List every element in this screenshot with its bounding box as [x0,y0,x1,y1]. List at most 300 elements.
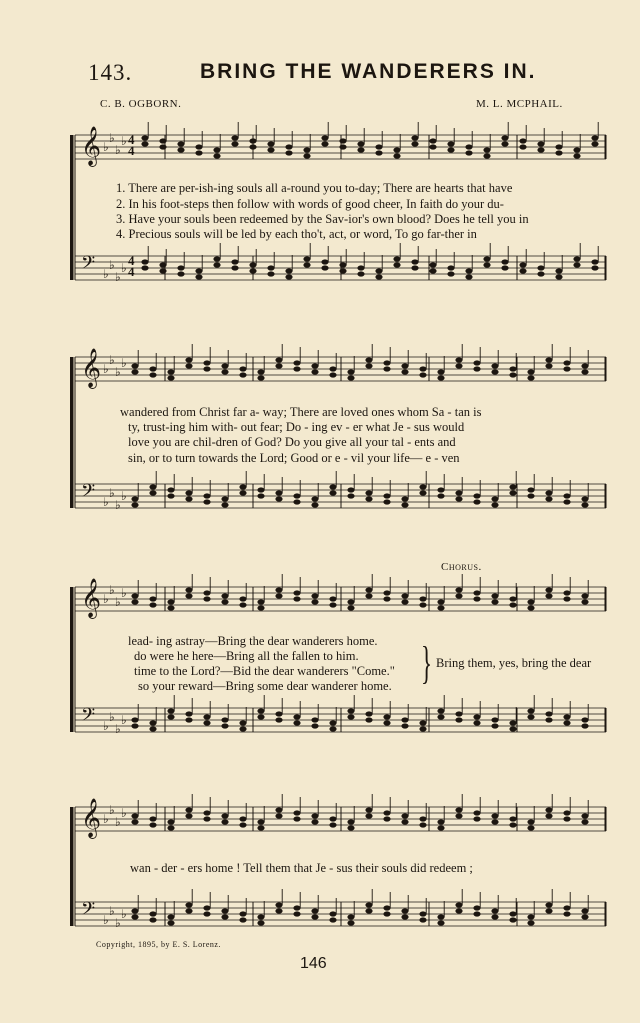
note-head [267,147,274,152]
note-head [437,487,444,492]
note-head [383,810,390,815]
note-head [347,920,354,925]
note-head [473,714,480,719]
note-head [339,138,346,143]
note-head [329,822,336,827]
note-head [509,726,516,731]
note-head [275,902,282,907]
note-head [177,265,184,270]
note-head [491,363,498,368]
note-head [491,496,498,501]
note-head [329,602,336,607]
time-signature-treble: 4 [128,143,135,158]
note-head [149,822,156,827]
note-head [563,360,570,365]
note-head [185,593,192,598]
note-head [573,256,580,261]
note-head [563,816,570,821]
note-head [509,822,516,827]
note-head [221,819,228,824]
note-head [419,816,426,821]
note-head [213,153,220,158]
note-head [267,265,274,270]
flat-icon: ♭ [121,489,127,503]
note-head [581,819,588,824]
note-head [555,274,562,279]
note-head [527,920,534,925]
note-head [365,908,372,913]
note-head [491,593,498,598]
note-head [239,484,246,489]
note-head [221,496,228,501]
note-head [563,493,570,498]
lyric-line-s1-v4: 4. Precious souls will be led by each tho't, act, or word, To go far-ther in [116,227,477,241]
note-head [437,369,444,374]
note-head [149,726,156,731]
system-bracket [70,357,74,508]
note-head [365,357,372,362]
note-head [329,911,336,916]
note-head [141,259,148,264]
note-head [149,816,156,821]
note-head [419,720,426,725]
note-head [131,496,138,501]
note-head [591,259,598,264]
note-head [167,914,174,919]
note-head [203,366,210,371]
system-bracket [70,807,74,926]
note-head [303,256,310,261]
note-head [411,265,418,270]
lyric-line-s3-v3: time to the Lord?—Bid the dear wanderers "Come." [134,664,395,678]
note-head [149,372,156,377]
note-head [455,717,462,722]
note-head [257,920,264,925]
note-head [329,366,336,371]
lyric-line-s2-v2: ty, trust-ing him with- out fear; Do - ing ev - er what Je - sus would [128,420,465,434]
note-head [537,271,544,276]
note-head [293,493,300,498]
time-signature-treble: 4 [128,132,135,147]
note-head [203,360,210,365]
note-head [239,602,246,607]
note-head [437,714,444,719]
note-head [383,911,390,916]
note-head [365,587,372,592]
lyric-line-s2-v3: love you are chil-dren of God? Do you give all your tal - ents and [128,435,456,449]
note-head [357,147,364,152]
note-head [213,147,220,152]
note-head [347,375,354,380]
note-head [203,911,210,916]
note-head [311,599,318,604]
lyric-line-s3-v1: lead- ing astray—Bring the dear wanderers home. [128,634,378,648]
note-head [231,259,238,264]
note-head [293,596,300,601]
note-head [393,153,400,158]
note-head [527,493,534,498]
note-head [159,262,166,267]
flat-icon: ♭ [109,803,115,817]
note-head [203,590,210,595]
note-head [491,819,498,824]
note-head [141,141,148,146]
note-head [473,366,480,371]
note-head [527,605,534,610]
note-head [365,363,372,368]
time-signature-bass: 4 [128,264,135,279]
note-head [465,150,472,155]
note-head [195,268,202,273]
note-head [221,599,228,604]
note-head [545,813,552,818]
note-head [375,144,382,149]
flat-icon: ♭ [109,258,115,272]
author-credit: C. B. OGBORN. [100,98,182,110]
note-head [491,599,498,604]
note-head [483,153,490,158]
note-head [455,363,462,368]
note-head [149,596,156,601]
note-head [519,138,526,143]
note-head [509,596,516,601]
flat-icon: ♭ [115,722,121,736]
note-head [455,711,462,716]
note-head [131,813,138,818]
flat-icon: ♭ [103,495,109,509]
note-head [509,484,516,489]
note-head [419,372,426,377]
note-head [293,714,300,719]
flat-icon: ♭ [121,586,127,600]
note-head [167,819,174,824]
flat-icon: ♭ [121,806,127,820]
note-head [131,819,138,824]
flat-icon: ♭ [109,131,115,145]
note-head [419,490,426,495]
flat-icon: ♭ [115,143,121,157]
note-head [473,816,480,821]
note-head [473,499,480,504]
note-head [303,147,310,152]
lyric-line-s3-v4: so your reward—Bring some dear wanderer home. [138,679,392,693]
note-head [429,268,436,273]
note-head [455,496,462,501]
note-head [357,271,364,276]
note-head [545,908,552,913]
note-head [293,366,300,371]
note-head [393,256,400,261]
note-head [581,363,588,368]
note-head [401,599,408,604]
note-head [177,147,184,152]
note-head [437,825,444,830]
note-head [581,593,588,598]
note-head [275,717,282,722]
note-head [555,268,562,273]
note-head [159,144,166,149]
lyric-line-s2-v1: wandered from Christ far a- way; There are loved ones whom Sa - tan is [120,405,482,419]
note-head [239,911,246,916]
note-head [573,262,580,267]
flat-icon: ♭ [121,261,127,275]
note-head [483,262,490,267]
flat-icon: ♭ [115,595,121,609]
note-head [401,593,408,598]
note-head [581,496,588,501]
note-head [239,822,246,827]
chorus-label: Chorus. [441,561,482,573]
note-head [527,825,534,830]
note-head [149,602,156,607]
note-head [149,490,156,495]
note-head [239,726,246,731]
note-head [185,490,192,495]
note-head [591,141,598,146]
note-head [239,720,246,725]
note-head [581,914,588,919]
note-head [527,369,534,374]
note-head [285,150,292,155]
flat-icon: ♭ [109,486,115,500]
flat-icon: ♭ [121,134,127,148]
note-head [203,596,210,601]
note-head [447,271,454,276]
note-head [195,150,202,155]
note-head [185,807,192,812]
lyric-line-s3-v2: do were he here—Bring all the fallen to him. [134,649,359,663]
note-head [591,135,598,140]
note-head [221,908,228,913]
note-head [275,587,282,592]
flat-icon: ♭ [121,713,127,727]
note-head [329,726,336,731]
note-head [131,723,138,728]
note-head [231,141,238,146]
note-head [321,259,328,264]
flat-icon: ♭ [103,140,109,154]
note-head [419,917,426,922]
note-head [509,720,516,725]
note-head [383,905,390,910]
note-head [581,502,588,507]
note-head [563,590,570,595]
note-head [365,902,372,907]
treble-clef-icon: 𝄞 [81,348,102,388]
note-head [455,593,462,598]
note-head [221,593,228,598]
note-head [545,593,552,598]
note-head [375,274,382,279]
note-head [329,490,336,495]
note-head [483,147,490,152]
note-head [483,256,490,261]
note-head [473,720,480,725]
note-head [365,711,372,716]
copyright-notice: Copyright, 1895, by E. S. Lorenz. [96,940,221,949]
note-head [473,590,480,595]
note-head [437,819,444,824]
note-head [527,375,534,380]
note-head [401,717,408,722]
note-head [401,502,408,507]
note-head [293,816,300,821]
note-head [591,265,598,270]
note-head [339,268,346,273]
note-head [293,911,300,916]
note-head [465,274,472,279]
note-head [311,369,318,374]
note-head [473,905,480,910]
note-head [311,908,318,913]
note-head [347,599,354,604]
note-head [257,714,264,719]
note-head [185,908,192,913]
note-head [447,141,454,146]
note-head [131,593,138,598]
note-head [401,819,408,824]
note-head [491,502,498,507]
note-head [437,914,444,919]
note-head [501,265,508,270]
note-head [365,717,372,722]
note-head [177,271,184,276]
note-head [167,369,174,374]
note-head [509,911,516,916]
note-head [167,487,174,492]
note-head [383,720,390,725]
note-head [329,484,336,489]
note-head [527,914,534,919]
note-head [383,493,390,498]
note-head [455,807,462,812]
note-head [159,268,166,273]
note-head [231,265,238,270]
note-head [131,369,138,374]
note-head [365,490,372,495]
note-head [527,487,534,492]
note-head [257,375,264,380]
note-head [411,135,418,140]
note-head [455,908,462,913]
note-head [473,911,480,916]
time-signature-bass: 4 [128,253,135,268]
note-head [501,259,508,264]
note-head [545,902,552,907]
note-head [491,908,498,913]
note-head [239,490,246,495]
note-head [563,366,570,371]
note-head [465,144,472,149]
note-head [221,717,228,722]
note-head [239,596,246,601]
note-head [473,360,480,365]
note-head [231,135,238,140]
note-head [455,490,462,495]
note-head [203,714,210,719]
note-head [347,369,354,374]
note-head [383,596,390,601]
chorus-refrain-text: Bring them, yes, bring the dear [436,656,592,670]
note-head [491,723,498,728]
note-head [285,144,292,149]
note-head [195,274,202,279]
note-head [581,908,588,913]
note-head [473,493,480,498]
note-head [285,268,292,273]
note-head [357,265,364,270]
note-head [311,496,318,501]
note-head [563,714,570,719]
note-head [509,816,516,821]
note-head [419,484,426,489]
note-head [203,493,210,498]
note-head [159,138,166,143]
note-head [275,490,282,495]
note-head [239,816,246,821]
note-head [257,369,264,374]
note-head [311,593,318,598]
note-head [275,496,282,501]
note-head [509,372,516,377]
note-head [383,499,390,504]
note-head [339,144,346,149]
note-head [275,711,282,716]
note-head [275,593,282,598]
note-head [267,271,274,276]
note-head [167,599,174,604]
note-head [329,596,336,601]
note-head [167,708,174,713]
bass-clef-icon: 𝄢 [81,481,96,506]
flat-icon: ♭ [115,916,121,930]
note-head [401,363,408,368]
note-head [203,816,210,821]
note-head [383,366,390,371]
note-head [239,372,246,377]
flat-icon: ♭ [115,815,121,829]
note-head [293,360,300,365]
note-head [203,810,210,815]
note-head [519,268,526,273]
note-head [347,493,354,498]
note-head [185,711,192,716]
composer-credit: M. L. MCPHAIL. [476,98,563,110]
note-head [275,357,282,362]
note-head [321,135,328,140]
flat-icon: ♭ [121,356,127,370]
lyric-line-s1-v2: 2. In his foot-steps then follow with words of good cheer, In faith do your du- [116,197,504,211]
note-head [527,819,534,824]
note-head [293,720,300,725]
note-head [347,605,354,610]
note-head [213,256,220,261]
note-head [473,596,480,601]
note-head [149,911,156,916]
note-head [293,905,300,910]
flat-icon: ♭ [121,907,127,921]
note-head [537,141,544,146]
note-head [185,717,192,722]
note-head [527,708,534,713]
note-head [167,375,174,380]
note-head [545,711,552,716]
note-head [555,150,562,155]
note-head [437,493,444,498]
note-head [545,357,552,362]
flat-icon: ♭ [109,583,115,597]
note-head [257,819,264,824]
